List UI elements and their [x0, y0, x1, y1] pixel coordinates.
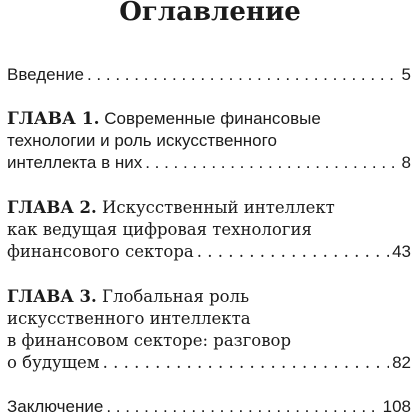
toc-entry-chapter-3[interactable] — [7, 286, 411, 374]
toc-line — [7, 286, 411, 308]
entry-title: Искусственный интеллект — [102, 198, 335, 217]
toc-line — [7, 64, 411, 86]
toc-line: в финансовом секторе: разговор — [7, 331, 292, 350]
toc-line — [7, 352, 411, 374]
chapter-label: ГЛАВА 2. — [7, 198, 97, 217]
entry-title: Заключение — [7, 397, 104, 416]
toc-line: как ведущая цифровая технология — [7, 220, 312, 239]
toc-line — [7, 396, 411, 418]
toc-line — [7, 108, 411, 130]
dot-leader — [106, 396, 379, 418]
entry-title-end: о будущем — [7, 353, 100, 372]
chapter-label: ГЛАВА 1. — [7, 109, 100, 129]
toc-line — [7, 197, 411, 219]
toc-entry-introduction[interactable] — [7, 64, 411, 86]
page-number: 43 — [392, 242, 411, 261]
toc-entry-chapter-1[interactable] — [7, 108, 411, 174]
toc-line — [7, 152, 411, 174]
entry-title: Современные финансовые — [104, 109, 321, 128]
entry-title: Введение — [7, 65, 84, 84]
toc-line: искусственного интеллекта — [7, 309, 251, 328]
toc-line — [7, 241, 411, 263]
page-number: 108 — [382, 397, 411, 416]
dot-leader — [145, 152, 398, 174]
toc-entry-chapter-2[interactable] — [7, 197, 411, 263]
page-number: 5 — [401, 65, 411, 84]
page-title: Оглавление — [119, 0, 301, 27]
toc-entry-conclusion[interactable] — [7, 396, 411, 418]
dot-leader — [103, 352, 389, 374]
dot-leader — [197, 241, 389, 263]
entry-title-end: финансового сектора — [7, 242, 194, 261]
entry-title: Глобальная роль — [102, 287, 250, 306]
page-number: 82 — [392, 353, 411, 372]
page-number: 8 — [401, 153, 411, 172]
entry-title-end: интеллекта в них — [7, 153, 143, 172]
chapter-label: ГЛАВА 3. — [7, 287, 97, 306]
toc-line: технологии и роль искусственного — [7, 131, 277, 150]
dot-leader — [87, 64, 399, 86]
